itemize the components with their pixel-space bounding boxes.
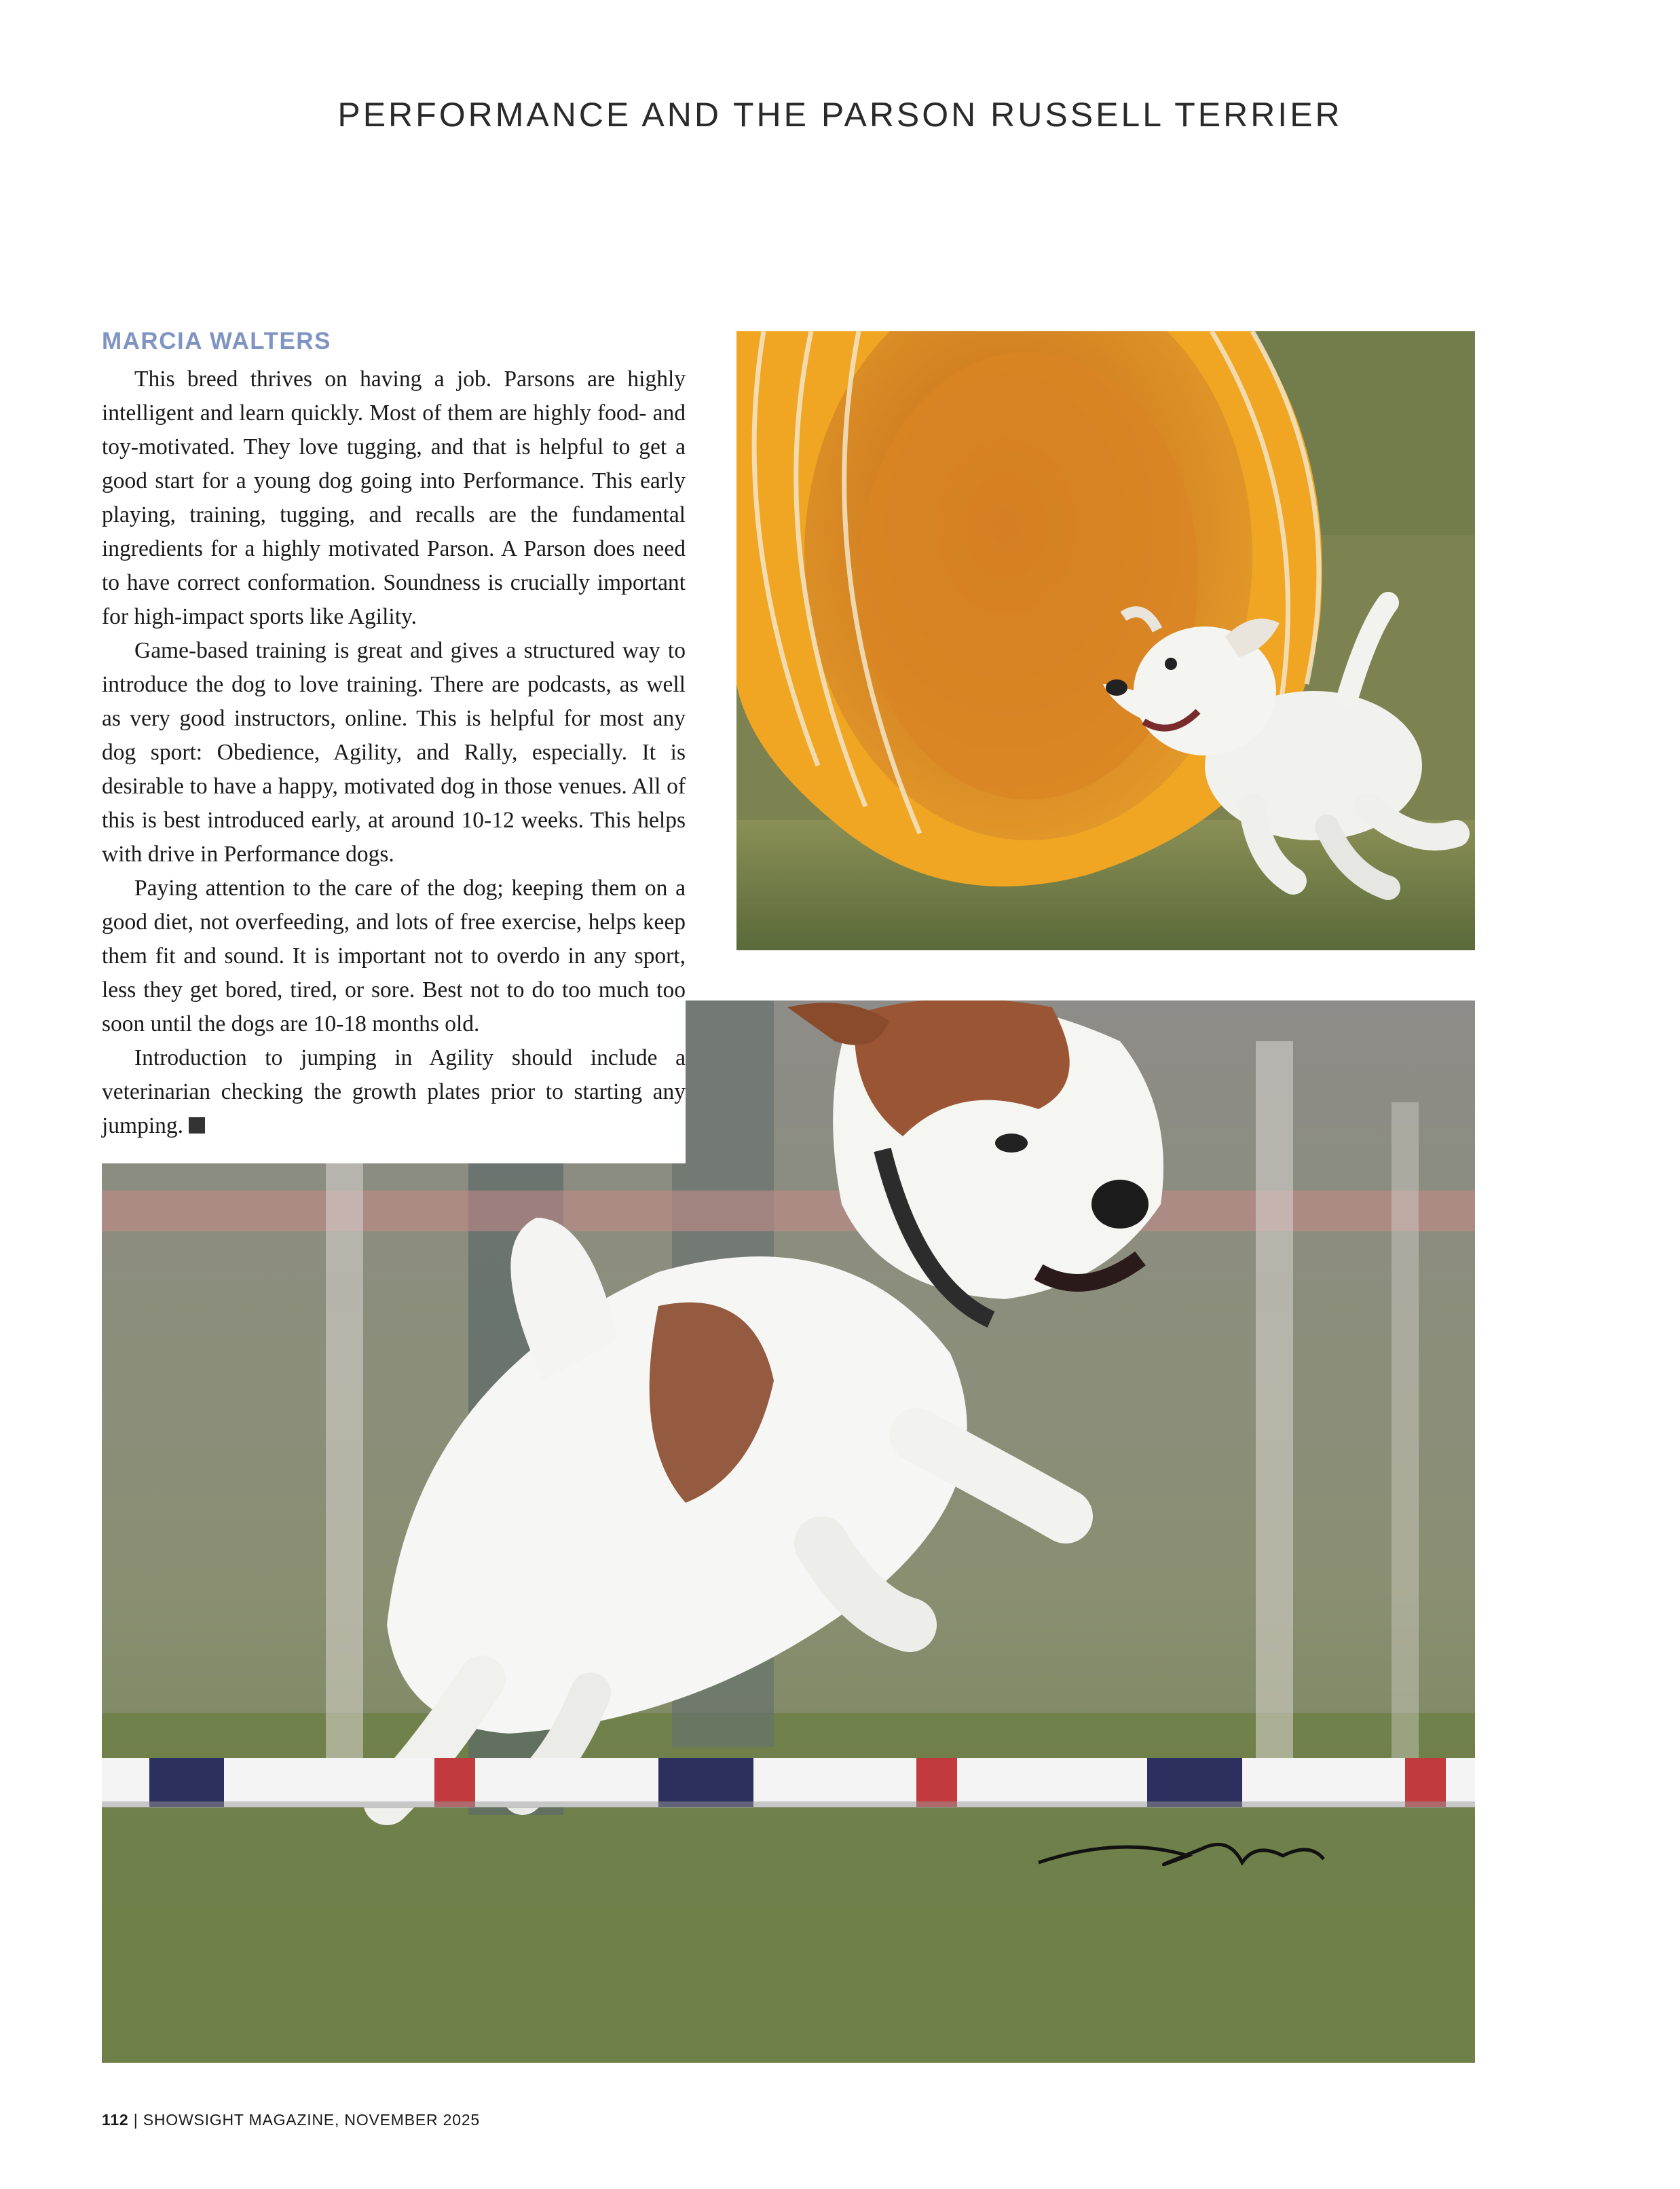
article-column (102, 326, 686, 1163)
paragraph-3: Paying attention to the care of the dog; keeping them on a good diet, not overfeeding, and lots of free exercise, helps keep them fit and sound. It is important not to overdo in any sport, less they get bored, tired, or sore. Best not to do too much too soon until the dogs are 10-18 months old. (102, 876, 686, 1036)
footer-separator: | (133, 2111, 138, 2129)
page-footer (102, 2111, 480, 2129)
end-of-article-mark (189, 1117, 205, 1134)
publication-credit: SHOWSIGHT MAGAZINE, NOVEMBER 2025 (143, 2111, 480, 2129)
paragraph-1: This breed thrives on having a job. Parsons are highly intelligent and learn quickly. Most of them are highly food- and toy-motivated. They love tugging, and that is helpful to get a good start for a young dog going into Performance. This early playing, training, tugging, and recalls are the fundamental ingredients for a highly motivated Parson. A Parson does need to have correct conformation. Soundness is crucially important for high-impact sports like Agility. (102, 367, 686, 629)
dog-exiting-tunnel-image (736, 331, 1475, 950)
running-title: PERFORMANCE AND THE PARSON RUSSELL TERRIER (337, 96, 1343, 134)
page-number: 112 (102, 2111, 129, 2129)
paragraph-4-text: Introduction to jumping in Agility should include a veterinarian checking the growth plates prior to starting any jumping. (102, 1045, 686, 1138)
paragraph-4 (102, 1041, 686, 1143)
tunnel-photo (736, 331, 1475, 950)
byline: MARCIA WALTERS (102, 328, 331, 354)
paragraph-2: Game-based training is great and gives a structured way to introduce the dog to love training. There are podcasts, as well as very good instructors, online. This is helpful for most any dog sport: Obedience, Agility, and Rally, especially. It is desirable to have a happy, motivated dog in those venues. All of this is best introduced early, at around 10-12 weeks. This helps with drive in Performance dogs. (102, 638, 686, 867)
